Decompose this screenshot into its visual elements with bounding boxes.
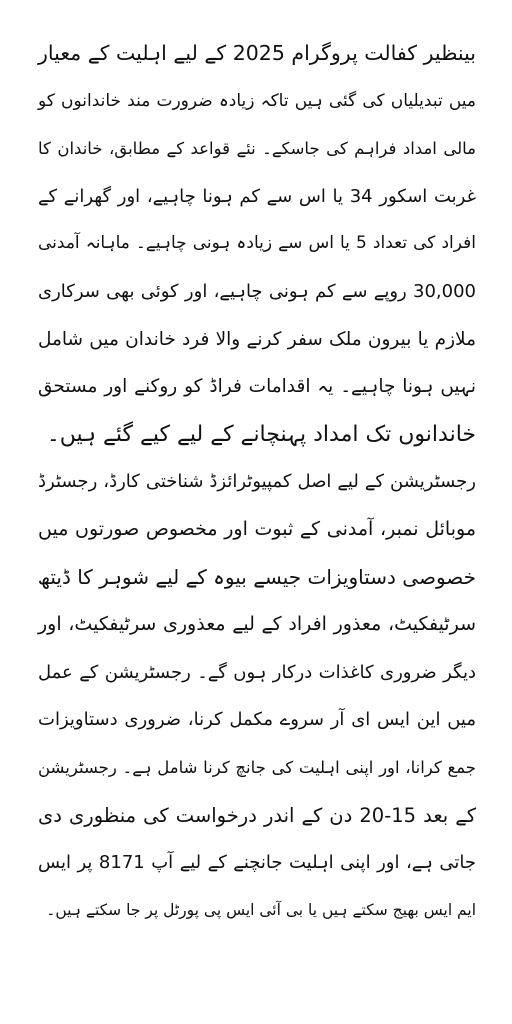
text-line: ایم ایس بھیج سکتے ہیں یا بی آئی ایس پی پورٹل پر جا سکتے ہیں۔ bbox=[46, 900, 476, 919]
text-line: ملازم یا بیرون ملک سفر کرنے والا فرد خاندان میں شامل bbox=[38, 328, 476, 350]
text-line: افراد کی تعداد 5 یا اس سے زیادہ ہونی چاہیے۔ ماہانہ آمدنی bbox=[38, 233, 476, 254]
text-line: غربت اسکور 34 یا اس سے کم ہونا چاہیے، اور گھرانے کے bbox=[38, 185, 476, 207]
paragraph-eligibility bbox=[38, 30, 476, 458]
text-line: بینظیر کفالت پروگرام 2025 کے لیے اہلیت کے معیار bbox=[38, 41, 476, 65]
urdu-article-body bbox=[38, 30, 476, 934]
text-line: میں تبدیلیاں کی گئی ہیں تاکہ زیادہ ضرورت مند خاندانوں کو bbox=[38, 90, 476, 111]
text-line: دیگر ضروری کاغذات درکار ہوں گے۔ رجسٹریشن کے عمل bbox=[38, 661, 476, 683]
text-line: جمع کرانا، اور اپنی اہلیت کی جانچ کرنا شامل ہے۔ رجسٹریشن bbox=[38, 757, 476, 777]
text-line: نہیں ہونا چاہیے۔ یہ اقدامات فراڈ کو روکنے اور مستحق bbox=[38, 376, 476, 398]
text-line: جاتی ہے، اور اپنی اہلیت جانچنے کے لیے آپ 8171 پر ایس bbox=[38, 852, 477, 874]
text-line: موبائل نمبر، آمدنی کے ثبوت اور مخصوص صورتوں میں bbox=[38, 517, 476, 540]
text-line: سرٹیفکیٹ، معذور افراد کے لیے معذوری سرٹیفکیٹ، اور bbox=[38, 613, 476, 636]
paragraph-registration bbox=[38, 458, 476, 934]
text-line: خاندانوں تک امداد پہنچانے کے لیے کیے گئے ہیں۔ bbox=[46, 421, 476, 447]
text-line: خصوصی دستاویزات جیسے بیوہ کے لیے شوہر کا ڈیتھ bbox=[37, 564, 476, 589]
text-line: میں این ایس ای آر سروے مکمل کرنا، ضروری دستاویزات bbox=[38, 709, 476, 731]
text-line: کے بعد 15-20 دن کے اندر درخواست کی منظوری دی bbox=[38, 803, 476, 827]
text-line: رجسٹریشن کے لیے اصل کمپیوٹرائزڈ شناختی کارڈ، رجسٹرڈ bbox=[38, 471, 476, 493]
text-line: 30,000 روپے سے کم ہونی چاہیے، اور کوئی بھی سرکاری bbox=[38, 280, 476, 302]
text-line: مالی امداد فراہم کی جاسکے۔ نئے قواعد کے مطابق، خاندان کا bbox=[38, 139, 476, 159]
